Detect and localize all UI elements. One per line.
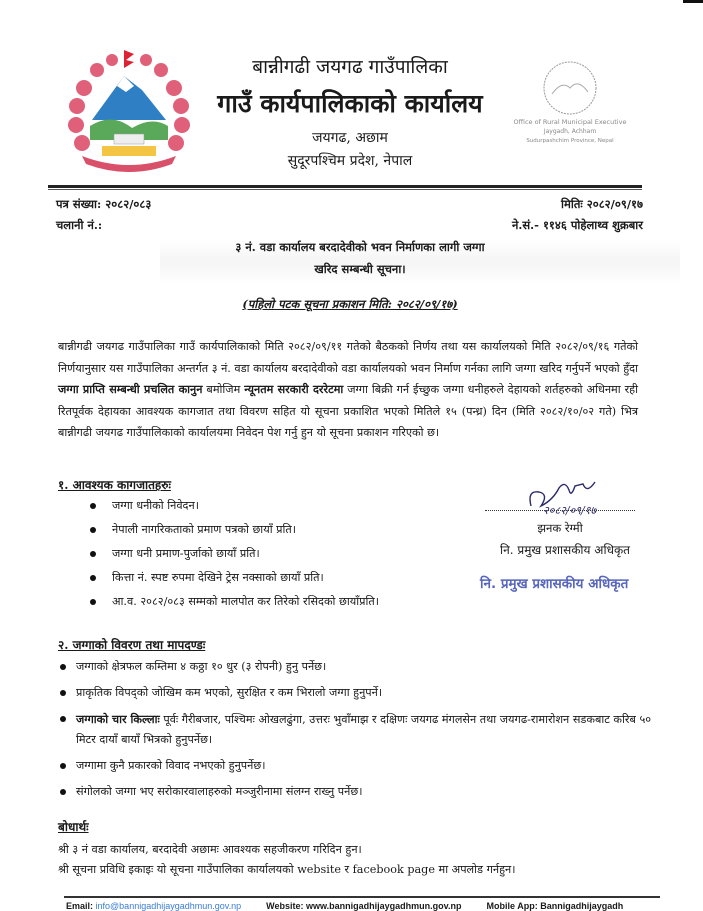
bullet-icon [90, 599, 96, 605]
website-link[interactable]: www.bannigadhijaygadhmun.gov.np [306, 901, 462, 911]
body-text-3: जग्गा बिक्री गर्न ईच्छुक जग्गा धनीहरुले देहायको शर्तहरुको अधिनमा रही रितपूर्वक देहायका आवश्यक कागजात तथा विवरण सहित यो सूचना प्रकाशित भएको मितिले १५ (पन्ध्र) दिन (मिति २०८२/१०/०२ गते) भित्र बान्नीगढी जयगढ गाउँपालिकाको कार्यालयमा निवेदन पेश गर्नु हुन यो सूचना प्रकाशन गरिएको छ। [58, 383, 638, 439]
list-item-text: पूर्वः गैरीबजार, पश्चिमः ओखलढुंगा, उत्तरः भुवाँमाझ र दक्षिणः जयगढ मंगलसेन तथा जयगढ-रामारोशन सडकबाट करिब ५० मिटर दायाँ बायाँ भित्रको हुनुपर्नेछ। [76, 713, 652, 746]
app-label: Mobile App: [486, 901, 538, 911]
email-link[interactable]: info@bannigadhijaygadhmun.gov.np [95, 901, 242, 911]
seal-line-2: Jaygadh, Achham [543, 128, 597, 135]
list-item [58, 709, 658, 750]
body-text-1: बान्नीगढी जयगढ गाउँपालिका गाउँ कार्यपालिकाको मिति २०८२/०९/११ गतेको बैठकको निर्णय तथा यस कार्यालयको मिति २०८२/०९/१६ गतेको निर्णयानुसार यस गाउँपालिका अन्तर्गत ३ नं. वडा कार्यालय बरदादेवीको वडा कार्यालयको भवन निर्माण गर्नका लागि जग्गा खरिद गर्नुपर्ने भएको हुँदा [58, 340, 638, 375]
section-required-documents-title: १. आवश्यक कागजातहरुः [58, 478, 171, 492]
signature-line [485, 510, 635, 511]
list-item-text: जग्गामा कुनै प्रकारको विवाद नभएको हुनुपर्नेछ। [76, 759, 266, 772]
bullet-icon [60, 716, 66, 722]
office-location: जयगढ, अछाम [312, 130, 388, 146]
list-item-text: जग्गा धनी प्रमाण-पुर्जाको छायाँ प्रति। [112, 547, 260, 560]
letter-date: मितिः २०८२/०९/१७ [561, 197, 643, 211]
bullet-icon [60, 763, 66, 769]
list-item [58, 782, 658, 802]
list-item-text: प्राकृतिक विपद्को जोखिम कम भएको, सुरक्षित र कम भिरालो जग्गा हुनुपर्ने। [76, 686, 383, 699]
municipality-name: बान्नीगढी जयगढ गाउँपालिका [252, 56, 448, 78]
bullet-icon [60, 664, 66, 670]
dispatch-number: चलानी नं.: [56, 218, 103, 232]
emblem-banner [82, 156, 176, 172]
list-item-text: नेपाली नागरिकताको प्रमाण पत्रको छायाँ प्रति। [112, 523, 297, 536]
body-bold-rate: न्यूनतम सरकारी दररेटमा [244, 382, 344, 396]
cc-item: श्री सूचना प्रविधि इकाइः यो सूचना गाउँपालिका कार्यालयको website र facebook page मा अपलोड गर्नहुन। [58, 863, 516, 876]
list-item-text: आ.व. २०८२/०८३ सम्मको मालपोत कर तिरेको रसिदको छायाँप्रति। [112, 595, 380, 608]
bullet-icon [90, 503, 96, 509]
app-name: Bannigadhijaygadh [540, 901, 624, 911]
bullet-icon [60, 690, 66, 696]
seal-line-1: Office of Rural Municipal Executive [513, 118, 627, 126]
section-land-criteria-title: २. जग्गाको विवरण तथा मापदण्डः [58, 638, 206, 652]
list-item-text: कित्ता नं. स्पष्ट रुपमा देखिने ट्रेस नक्साको छायाँ प्रति। [112, 571, 324, 584]
bullet-icon [90, 575, 96, 581]
bullet-icon [90, 527, 96, 533]
flag-icon [124, 50, 134, 68]
footer-contact [66, 901, 703, 911]
subject-line-1: ३ नं. वडा कार्यालय बरदादेवीको भवन निर्माणका लागी जग्गा [235, 240, 485, 254]
header-divider-thin [48, 189, 642, 190]
signatory-name: झनक रेग्मी [537, 521, 583, 535]
publication-date-note: (पहिलो पटक सूचना प्रकाशन मिति: २०८२/०९/१७) [242, 297, 458, 311]
cc-title: बोधार्थः [58, 820, 89, 834]
header-divider [48, 185, 642, 188]
email-label: Email: [66, 901, 94, 911]
office-title: गाउँ कार्यपालिकाको कार्यालय [217, 89, 483, 118]
list-item [88, 569, 448, 593]
bullet-icon [60, 789, 66, 795]
seal-line-3: Sudurpashchim Province, Nepal [526, 138, 614, 144]
scan-corner-mark [683, 0, 703, 3]
cc-item: श्री ३ नं वडा कार्यालय, बरदादेवी अछामः आवश्यक सहजीकरण गरिदिन हुन। [58, 843, 362, 856]
website-label: Website: [266, 901, 304, 911]
letter-reference-number: पत्र संख्या: २०८२/०८३ [56, 197, 152, 211]
list-item-text: जग्गा धनीको निवेदन। [112, 499, 199, 512]
signatory-title: नि. प्रमुख प्रशासकीय अधिकृत [499, 543, 631, 557]
required-documents-list [88, 497, 448, 617]
nepal-sambat-date: ने.सं.- ११४६ पोहेलाथ्व शुक्रबार [512, 218, 643, 232]
office-province: सुदूरपश्चिम प्रदेश, नेपाल [287, 153, 413, 169]
list-item-text: जग्गाको क्षेत्रफल कम्तिमा ४ कठ्ठा १० धुर (३ रोपनी) हुनु पर्नेछ। [76, 660, 327, 673]
cc-list [58, 840, 678, 880]
list-item [58, 657, 658, 677]
office-seal-icon [513, 50, 627, 150]
list-item [88, 593, 448, 617]
footer-divider [64, 896, 660, 898]
designation-stamp: नि. प्रमुख प्रशासकीय अधिकृत [480, 576, 629, 592]
notice-body [58, 336, 638, 444]
list-item [88, 497, 448, 521]
list-item-text: संगोलको जग्गा भए सरोकारवालाहरुको मञ्जुरीनामा संलग्न राख्नु पर्नेछ। [76, 785, 363, 798]
body-bold-law: जग्गा प्राप्ति सम्बन्धी प्रचलित कानुन [58, 382, 203, 396]
body-text-2: बमोजिम [202, 383, 245, 396]
signature-date: २०८२/०९/१७ [543, 504, 597, 517]
list-item [58, 756, 658, 776]
land-criteria-list [58, 657, 658, 808]
list-item-label: जग्गाको चार किल्लाः [76, 712, 160, 726]
list-item [88, 545, 448, 569]
bullet-icon [90, 551, 96, 557]
list-item [58, 683, 658, 703]
list-item [88, 521, 448, 545]
subject-line-2: खरिद सम्बन्धी सूचना। [314, 262, 406, 276]
